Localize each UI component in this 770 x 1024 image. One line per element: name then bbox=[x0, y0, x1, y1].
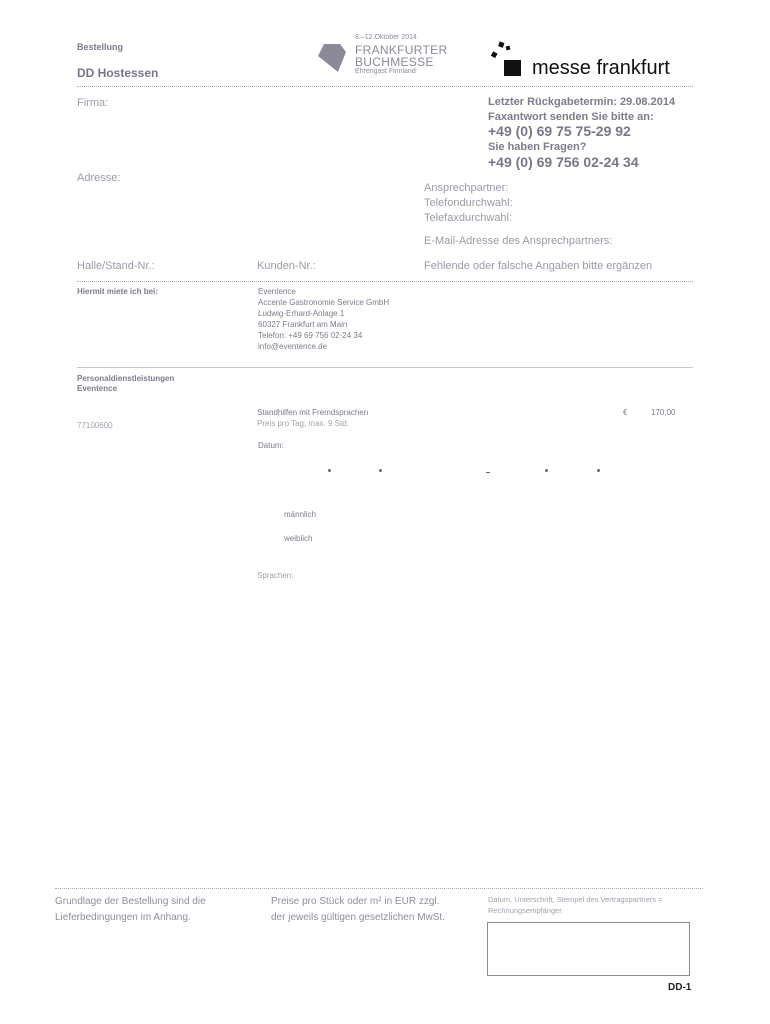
item-name: Standhilfen mit Fremdsprachen bbox=[257, 408, 369, 417]
supplier-intro: Hiermit miete ich bei: bbox=[77, 287, 158, 296]
buchmesse-logo-icon bbox=[316, 42, 352, 74]
fax-number: +49 (0) 69 75 75-29 92 bbox=[488, 123, 631, 139]
date-separator-dot bbox=[379, 469, 382, 472]
page-id: DD-1 bbox=[668, 982, 692, 993]
datum-label: Datum: bbox=[258, 441, 284, 450]
halle-label: Halle/Stand-Nr.: bbox=[77, 260, 155, 272]
gender-male-label: männlich bbox=[284, 510, 317, 519]
signature-caption-line2: Rechnungsempfänger bbox=[488, 906, 562, 915]
form-divider bbox=[77, 281, 693, 282]
prices-note-line1: Preise pro Stück oder m² in EUR zzgl. bbox=[271, 896, 440, 907]
supplier-line: Ludwig-Erhard-Anlage 1 bbox=[258, 309, 345, 318]
date-range-dash bbox=[486, 472, 490, 473]
firma-label: Firma: bbox=[77, 97, 109, 109]
fair-name-line2: BUCHMESSE bbox=[355, 55, 434, 69]
supplier-line: 60327 Frankfurt am Main bbox=[258, 320, 348, 329]
brand-name: messe frankfurt bbox=[532, 57, 670, 79]
supplier-line: Accente Gastronomie Service GmbH bbox=[258, 298, 390, 307]
date-from-field[interactable] bbox=[300, 460, 400, 480]
supplier-divider bbox=[77, 367, 693, 368]
questions-prompt: Sie haben Fragen? bbox=[488, 141, 587, 153]
date-to-field[interactable] bbox=[520, 460, 620, 480]
item-note: Preis pro Tag, max. 9 Std. bbox=[257, 419, 349, 428]
fair-name-line1: FRANKFURTER bbox=[355, 43, 448, 57]
article-number: 77100600 bbox=[77, 421, 113, 430]
missing-data-note: Fehlende oder falsche Angaben bitte ergänzen bbox=[424, 260, 653, 272]
signature-box[interactable] bbox=[487, 922, 690, 976]
adresse-label: Adresse: bbox=[77, 172, 121, 184]
gender-female-label: weiblich bbox=[284, 534, 313, 543]
ansprechpartner-label: Ansprechpartner: bbox=[424, 182, 509, 194]
messe-frankfurt-logo bbox=[490, 40, 700, 80]
sprachen-label: Sprachen: bbox=[257, 571, 294, 580]
footer-divider bbox=[55, 888, 703, 889]
fax-prompt: Faxantwort senden Sie bitte an: bbox=[488, 111, 654, 123]
item-price: 170,00 bbox=[651, 408, 676, 417]
header-divider bbox=[77, 86, 693, 87]
supplier-line: info@eventence.de bbox=[258, 342, 328, 351]
kunden-label: Kunden-Nr.: bbox=[257, 260, 316, 272]
section-title: Personaldienstleistungen bbox=[77, 374, 175, 383]
questions-number: +49 (0) 69 756 02-24 34 bbox=[488, 154, 639, 170]
telefax-label: Telefaxdurchwahl: bbox=[424, 212, 513, 224]
date-separator-dot bbox=[328, 469, 331, 472]
guest-of-honour: Ehrengast Finnland bbox=[355, 68, 416, 75]
email-label: E-Mail-Adresse des Ansprechpartners: bbox=[424, 235, 613, 247]
page-title: DD Hostessen bbox=[77, 66, 159, 80]
supplier-line: Telefon: +49 69 756 02-24 34 bbox=[258, 331, 363, 340]
supplier-line: Eventence bbox=[258, 287, 296, 296]
messe-frankfurt-logo-icon bbox=[490, 40, 524, 80]
fair-dates: 8.–12.Oktober 2014 bbox=[355, 34, 417, 41]
prices-note-line2: der jeweils gültigen gesetzlichen MwSt. bbox=[271, 912, 445, 923]
currency-symbol: € bbox=[623, 408, 628, 417]
buchmesse-logo bbox=[316, 34, 446, 80]
signature-caption-line1: Datum, Unterschrift, Stempel des Vertragspartners = bbox=[488, 895, 663, 904]
deadline-text: Letzter Rückgabetermin: 29.08.2014 bbox=[488, 96, 676, 108]
order-label: Bestellung bbox=[77, 42, 124, 52]
order-basis-line1: Grundlage der Bestellung sind die bbox=[55, 896, 206, 907]
date-separator-dot bbox=[597, 469, 600, 472]
section-subtitle: Eventence bbox=[77, 384, 118, 393]
date-separator-dot bbox=[545, 469, 548, 472]
order-basis-line2: Lieferbedingungen im Anhang. bbox=[55, 912, 191, 923]
telefon-label: Telefondurchwahl: bbox=[424, 197, 513, 209]
